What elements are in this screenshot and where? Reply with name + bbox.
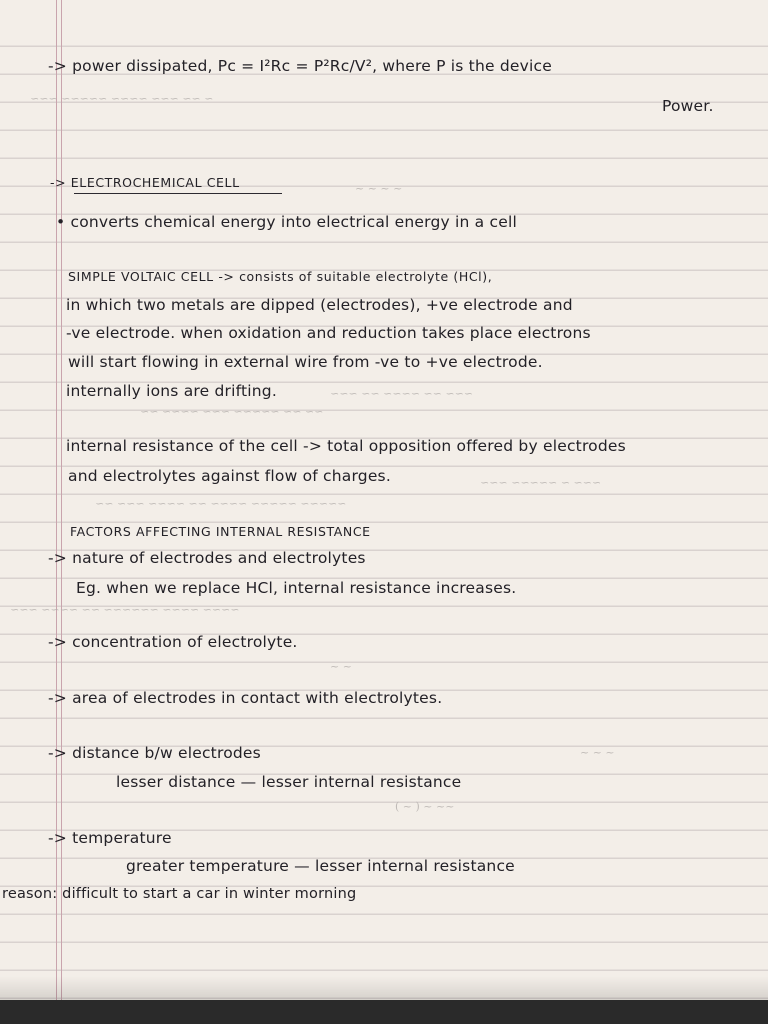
- bleed-through-mark: ~ ~ ~: [580, 746, 615, 759]
- power-label-line: Power.: [662, 97, 714, 115]
- bleed-through-mark: ~~~~~ ~~~~~ ~~~~ ~~ ~~~~ ~~~ ~~: [95, 497, 347, 510]
- bleed-through-mark: ~ ~ ~ ~: [355, 182, 403, 195]
- bleed-through-mark: ~~~~ ~~~~ ~~~~~~ ~~ ~~~~ ~~~: [10, 603, 240, 616]
- factor-nature-example: Eg. when we replace HCl, internal resistance increases.: [76, 579, 517, 597]
- bleed-through-mark: ( ~ ) ~ ~~: [395, 800, 455, 813]
- margin-line-inner: [61, 0, 62, 1000]
- internal-resistance-line-1: internal resistance of the cell -> total opposition offered by electrodes: [66, 437, 626, 455]
- bleed-through-mark: ~~~ ~~ ~~~~ ~~ ~~~: [330, 387, 474, 400]
- heading-underline: [74, 193, 282, 194]
- factor-temperature-detail: greater temperature — lesser internal resistance: [126, 857, 515, 875]
- internal-resistance-line-2: and electrolytes against flow of charges.: [68, 467, 391, 485]
- voltaic-cell-line-5: internally ions are drifting.: [66, 382, 277, 400]
- margin-line-outer: [56, 0, 57, 1000]
- voltaic-cell-text: SIMPLE VOLTAIC CELL -> consists of suitable electrolyte (HCl),: [68, 269, 493, 284]
- bleed-through-mark: ~~ ~~ ~~~~~ ~~~ ~~~~ ~~: [140, 405, 324, 418]
- bleed-through-mark: ~ ~~ ~~~ ~~~~ ~~~~~ ~~~: [30, 92, 214, 105]
- voltaic-cell-line-2: in which two metals are dipped (electrodes), +ve electrode and: [66, 296, 573, 314]
- electrochemical-cell-heading: -> ELECTROCHEMICAL CELL: [50, 175, 240, 190]
- bleed-through-mark: ~ ~: [330, 660, 352, 673]
- voltaic-cell-line-4: will start flowing in external wire from -ve to +ve electrode.: [68, 353, 543, 371]
- factors-heading: FACTORS AFFECTING INTERNAL RESISTANCE: [70, 524, 371, 539]
- bleed-through-mark: ~~~ ~ ~~~~~ ~~~: [480, 476, 602, 489]
- factor-distance-line: -> distance b/w electrodes: [48, 744, 261, 762]
- factor-nature-line: -> nature of electrodes and electrolytes: [48, 549, 366, 567]
- factor-temperature-line: -> temperature: [48, 829, 172, 847]
- factor-area-line: -> area of electrodes in contact with electrolytes.: [48, 689, 443, 707]
- cell-definition-line: • converts chemical energy into electrical energy in a cell: [56, 213, 517, 231]
- reason-line: reason: difficult to start a car in winter morning: [2, 886, 357, 902]
- voltaic-cell-line-3: -ve electrode. when oxidation and reduction takes place electrons: [66, 324, 591, 342]
- factor-concentration-line: -> concentration of electrolyte.: [48, 633, 298, 651]
- power-dissipated-line: -> power dissipated, Pc = I²Rc = P²Rc/V², where P is the device: [48, 57, 552, 75]
- factor-distance-detail: lesser distance — lesser internal resistance: [116, 773, 462, 791]
- voltaic-cell-line-1: [68, 266, 492, 287]
